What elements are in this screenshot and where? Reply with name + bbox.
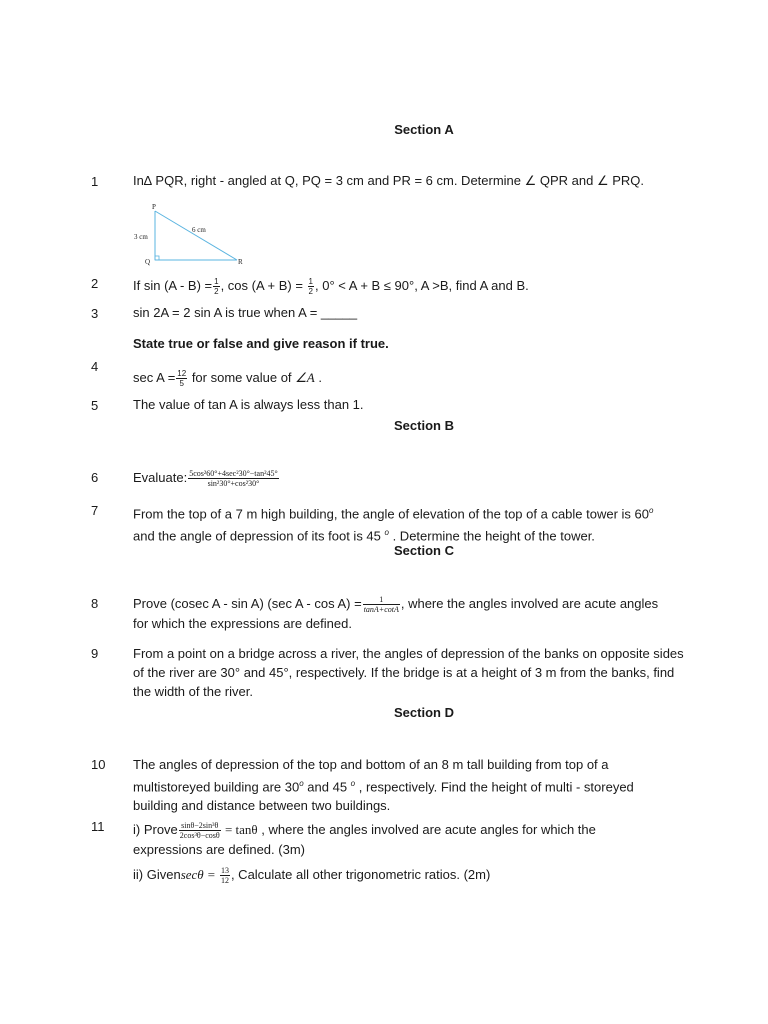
question-3-text: sin 2A = 2 sin A is true when A = _____ xyxy=(133,305,358,320)
section-a-heading: Section A xyxy=(394,122,454,137)
question-number: 1 xyxy=(91,174,99,189)
question-number: 4 xyxy=(91,359,99,374)
question-number: 5 xyxy=(91,398,99,413)
question-number: 8 xyxy=(91,596,99,611)
section-c-heading: Section C xyxy=(394,543,454,558)
question-number: 11 xyxy=(91,819,105,834)
fraction: $\frac{1}{2}$ xyxy=(308,277,313,297)
fraction: $\frac{1}{\tan A+\cot A}$ xyxy=(363,595,399,615)
section-b-heading: Section B xyxy=(394,418,454,433)
question-number: 9 xyxy=(91,646,99,661)
question-number: 2 xyxy=(91,276,99,291)
side-pr xyxy=(155,211,237,260)
question-6-text: Evaluate: $\frac{\text{5cos²60°+4sec²30°−tan²45°}}{\text{sin²30°+cos²30°}}$ xyxy=(133,469,278,489)
question-7-text: From the top of a 7 m high building, the angle of elevation of the top of a cable tower is 60$^o$ and the angle of depression of its foot is 45 $^o$ . Determine the height of the tower. xyxy=(133,506,654,544)
question-8-text: Prove (cosec A - sin A) (sec A - cos A) = $\frac{1}{\tan A+\cot A}$ , where the angles involved are acute angles for which the expressions are defined. xyxy=(133,595,659,632)
fraction: $\frac{1}{2}$ xyxy=(214,277,219,297)
question-10-text: The angles of depression of the top and bottom of an 8 m tall building from top of a multistoreyed building are 30$^o$ and 45 $^o$ , respectively. Find the height of multi - storeyed building and distance between two buildings. xyxy=(133,757,634,814)
question-number: 6 xyxy=(91,470,99,485)
side-pq-label: 3 cm xyxy=(134,233,148,241)
question-number: 7 xyxy=(91,503,99,518)
right-angle-mark xyxy=(155,256,159,260)
question-4-text: sec A = $\frac{12}{5}$ for some value of ∠A . xyxy=(133,369,322,389)
fraction: $\frac{\text{5cos²60°+4sec²30°−tan²45°}}{\text{sin²30°+cos²30°}}$ xyxy=(189,469,278,489)
section-d-heading: Section D xyxy=(394,705,454,720)
fraction: $\frac{13}{12}$ xyxy=(220,866,229,886)
vertex-r-label: R xyxy=(238,258,243,266)
question-number: 10 xyxy=(91,757,106,772)
side-pr-label: 6 cm xyxy=(192,226,206,234)
question-2-text: If sin (A - B) = $\frac{1}{2}$ , cos (A + B) = $\frac{1}{2}$ , 0° < A + B ≤ 90°, A >B, find A and B. xyxy=(133,277,529,297)
vertex-q-label: Q xyxy=(145,258,151,266)
question-9-text: From a point on a bridge across a river, the angles of depression of the banks on opposite sides of the river are 30° and 45°, respectively. If the bridge is at a height of 3 m from the banks, find the width of the river. xyxy=(133,646,684,699)
instruction-text: State true or false and give reason if true. xyxy=(133,336,389,351)
fraction: $\frac{\text{sinθ−2sin³θ}}{\text{2cos³θ−cosθ}}$ xyxy=(179,821,220,841)
triangle-figure xyxy=(130,200,250,270)
question-number: 3 xyxy=(91,306,99,321)
question-1-text: In∆ PQR, right - angled at Q, PQ = 3 cm and PR = 6 cm. Determine ∠ QPR and ∠ PRQ. xyxy=(133,173,645,188)
question-5-text: The value of tan A is always less than 1. xyxy=(133,397,364,412)
fraction: $\frac{12}{5}$ xyxy=(177,369,187,389)
question-11-text: i) Prove $\frac{\text{sinθ−2sin³θ}}{\text{2cos³θ−cosθ}}$ = tanθ , where the angles involved are acute angles for which the expressions are defined. (3m) ii) Givensecθ = $\frac{13}{12}$ , Calculate all other trigonometric ratios. (2m) xyxy=(133,821,596,886)
vertex-p-label: P xyxy=(152,203,156,211)
